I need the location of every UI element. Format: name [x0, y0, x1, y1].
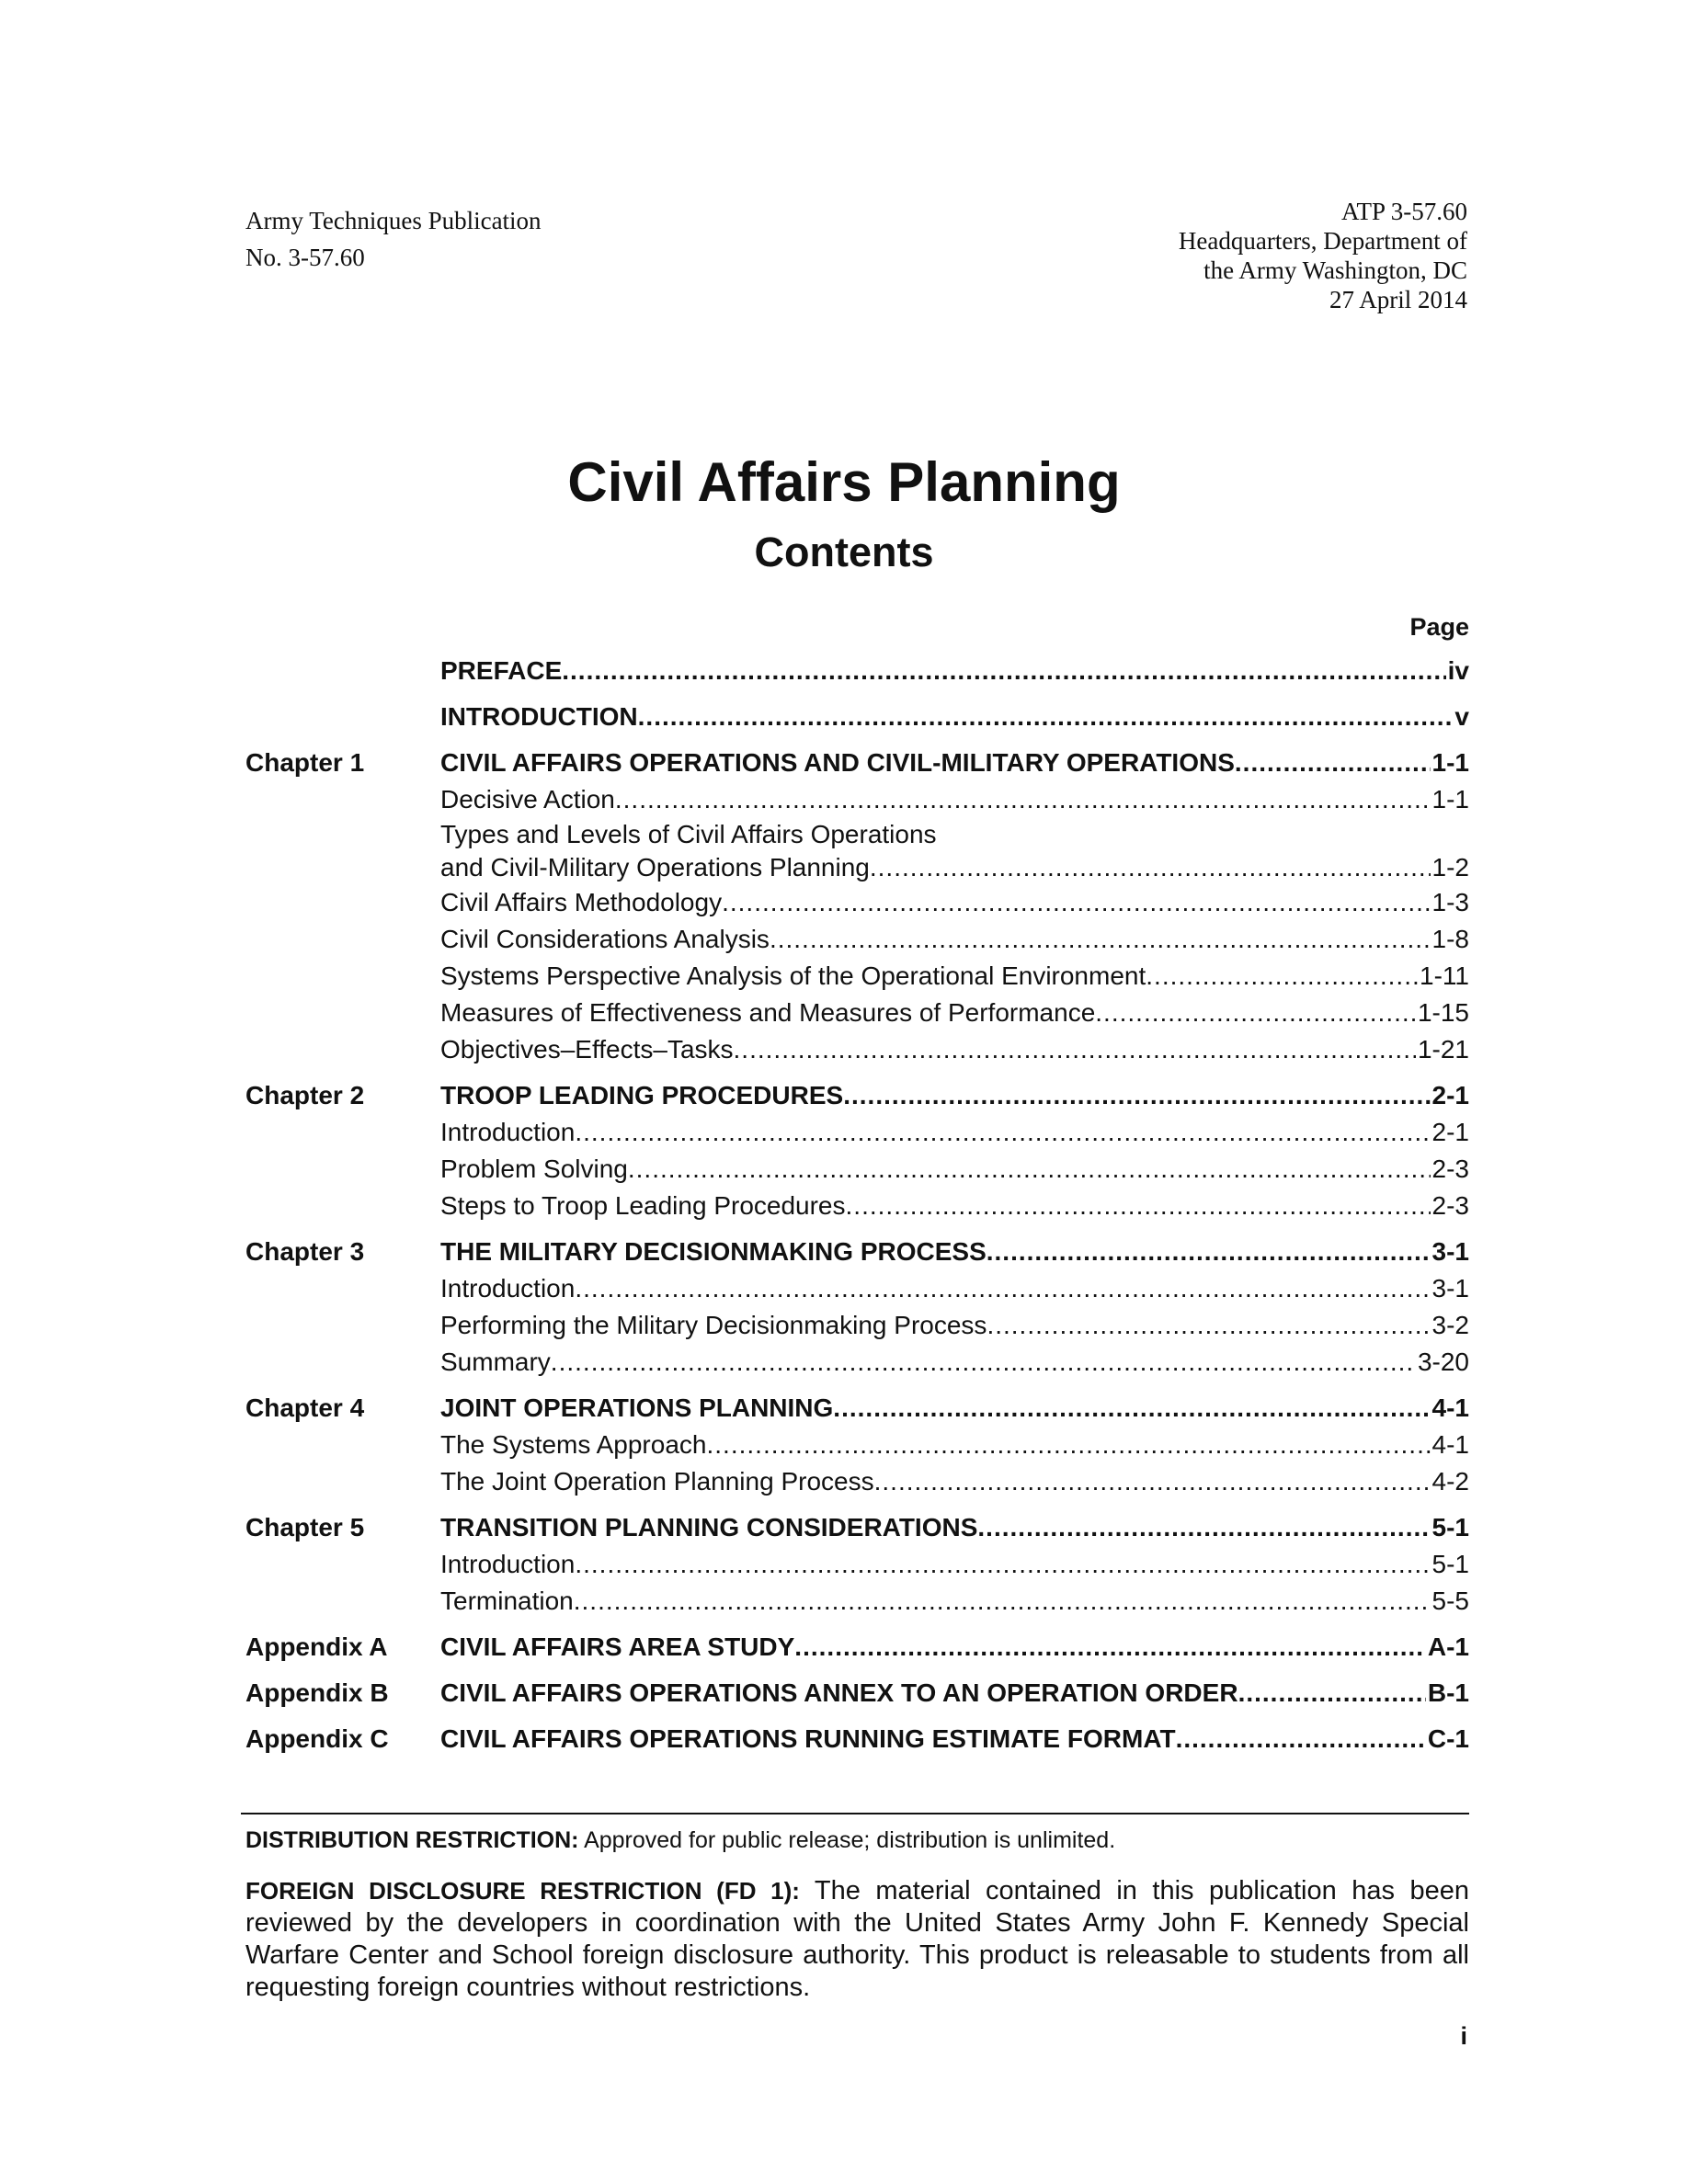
toc-entry-title: Performing the Military Decisionmaking Process — [440, 1311, 987, 1339]
toc-entry-page: 1-21 — [1417, 1035, 1469, 1064]
toc-entry[interactable] — [245, 1188, 1469, 1224]
toc-preface — [245, 653, 1469, 689]
document-title: Civil Affairs Planning — [567, 451, 1121, 513]
toc-entry-title: Objectives–Effects–Tasks — [440, 1035, 734, 1064]
toc-entry-title: Steps to Troop Leading Procedures — [440, 1191, 846, 1220]
toc-entry[interactable] — [245, 699, 1469, 735]
toc-entry-title: Introduction — [440, 1274, 576, 1302]
series-name: Army Techniques Publication — [245, 207, 542, 234]
toc-entry-title: Systems Perspective Analysis of the Operational Environment — [440, 961, 1146, 990]
toc-chapter-2 — [245, 1077, 1469, 1224]
toc-entry-page: 3-1 — [1431, 1237, 1469, 1266]
foreign-disclosure-text: The material contained in this publication has been reviewed by the developers in coordination with the United States Army John F. Kennedy Special Warfare Center and School foreign disclosure authority. This product is releasable to students from all requesting foreign countries without restrictions. — [245, 1876, 1469, 2002]
toc-entry[interactable] — [245, 1307, 1469, 1344]
toc-entry-title: CIVIL AFFAIRS OPERATIONS ANNEX TO AN OPERATION ORDER — [440, 1678, 1238, 1707]
page-column-label: Page — [1409, 613, 1469, 641]
toc-appendix-c — [245, 1721, 1469, 1757]
toc-entry-title: Introduction — [440, 1550, 576, 1578]
toc-entry-title: Termination — [440, 1587, 574, 1615]
toc-entry-title: CIVIL AFFAIRS OPERATIONS AND CIVIL-MILITARY OPERATIONS — [440, 748, 1235, 777]
toc-entry-page: C-1 — [1427, 1724, 1469, 1753]
toc-entry-title: The Systems Approach — [440, 1430, 707, 1459]
toc-entry[interactable] — [245, 958, 1469, 995]
toc-entry[interactable] — [245, 1344, 1469, 1381]
toc-entry-title: THE MILITARY DECISIONMAKING PROCESS — [440, 1237, 987, 1266]
page-number: i — [1460, 2022, 1467, 2050]
appendix-label: Appendix C — [245, 1724, 389, 1753]
toc-entry-title: The Joint Operation Planning Process — [440, 1467, 874, 1496]
toc-chapter-heading[interactable] — [245, 1234, 1469, 1270]
toc-entry-page: 1-3 — [1431, 888, 1469, 916]
series-number: No. 3-57.60 — [245, 244, 365, 271]
toc-entry-page: 1-1 — [1431, 748, 1469, 777]
toc-entry[interactable] — [245, 884, 1469, 921]
toc-entry[interactable] — [245, 1270, 1469, 1307]
toc-entry-page: A-1 — [1427, 1632, 1469, 1661]
toc-entry-title: Measures of Effectiveness and Measures of Performance — [440, 998, 1096, 1027]
toc-chapter-1 — [245, 745, 1469, 1068]
toc-entry[interactable] — [245, 921, 1469, 958]
atp-number: ATP 3-57.60 — [1340, 198, 1467, 225]
toc-chapter-4 — [245, 1390, 1469, 1500]
toc-entry-page: 5-1 — [1431, 1550, 1469, 1578]
toc-entry-page: 2-3 — [1431, 1155, 1469, 1183]
toc-entry-page: 2-1 — [1431, 1118, 1469, 1146]
toc-entry-title: Introduction — [440, 1118, 576, 1146]
toc-entry-page: iv — [1447, 656, 1469, 685]
chapter-label: Chapter 1 — [245, 748, 365, 777]
toc-entry-title: CIVIL AFFAIRS OPERATIONS RUNNING ESTIMATE FORMAT — [440, 1724, 1176, 1753]
toc-entry-page: 1-1 — [1431, 785, 1469, 813]
toc-entry-title: Decisive Action — [440, 785, 615, 813]
chapter-label: Chapter 2 — [245, 1081, 365, 1109]
publication-info — [1179, 197, 1467, 314]
toc-entry-title: PREFACE — [440, 656, 563, 685]
toc-entry-multiline[interactable] — [245, 818, 1469, 884]
toc-entry-title: INTRODUCTION — [440, 702, 638, 731]
toc-entry-page: 1-2 — [1431, 853, 1469, 882]
toc-appendix-a — [245, 1629, 1469, 1666]
toc-chapter-heading[interactable] — [245, 1390, 1469, 1427]
toc-entry-page: 4-1 — [1431, 1393, 1469, 1422]
toc-entry-title: Civil Considerations Analysis — [440, 925, 770, 953]
toc-chapter-3 — [245, 1234, 1469, 1381]
toc-chapter-heading[interactable] — [245, 1509, 1469, 1546]
toc-entry-page: 4-2 — [1431, 1467, 1469, 1496]
foreign-disclosure-restriction — [245, 1875, 1469, 2004]
toc-chapter-heading[interactable] — [245, 1077, 1469, 1114]
table-of-contents — [245, 653, 1469, 1767]
toc-entry-title: Summary — [440, 1348, 551, 1376]
toc-entry-page: 2-3 — [1431, 1191, 1469, 1220]
toc-entry-page: 3-2 — [1431, 1311, 1469, 1339]
publication-date: 27 April 2014 — [1329, 286, 1467, 313]
toc-entry-title: Civil Affairs Methodology — [440, 888, 723, 916]
toc-appendix-heading[interactable] — [245, 1721, 1469, 1757]
chapter-label: Chapter 4 — [245, 1393, 365, 1422]
chapter-label: Chapter 5 — [245, 1513, 365, 1541]
toc-entry-title: CIVIL AFFAIRS AREA STUDY — [440, 1632, 795, 1661]
chapter-label: Chapter 3 — [245, 1237, 365, 1266]
toc-entry-page: v — [1454, 702, 1469, 731]
toc-entry-title: JOINT OPERATIONS PLANNING — [440, 1393, 834, 1422]
toc-entry-title: Problem Solving — [440, 1155, 628, 1183]
toc-entry[interactable] — [245, 1463, 1469, 1500]
toc-entry[interactable] — [245, 653, 1469, 689]
toc-appendix-heading[interactable] — [245, 1675, 1469, 1712]
headquarters-line: Headquarters, Department of — [1178, 227, 1467, 255]
toc-entry-page: 1-11 — [1420, 961, 1469, 990]
toc-entry[interactable] — [245, 1114, 1469, 1151]
appendix-label: Appendix B — [245, 1678, 389, 1707]
toc-entry[interactable] — [245, 1151, 1469, 1188]
location-line: the Army Washington, DC — [1203, 256, 1467, 284]
toc-appendix-heading[interactable] — [245, 1629, 1469, 1666]
toc-entry-page: 4-1 — [1431, 1430, 1469, 1459]
toc-entry-title: TRANSITION PLANNING CONSIDERATIONS — [440, 1513, 978, 1541]
toc-entry[interactable] — [245, 1427, 1469, 1463]
distribution-restriction — [245, 1825, 1469, 1856]
distribution-label: DISTRIBUTION RESTRICTION: — [245, 1827, 579, 1853]
toc-entry[interactable] — [245, 1031, 1469, 1068]
toc-entry-title-line1: Types and Levels of Civil Affairs Operations — [440, 820, 937, 848]
toc-entry-page: 1-8 — [1431, 925, 1469, 953]
publication-series — [245, 202, 542, 276]
toc-appendix-b — [245, 1675, 1469, 1712]
toc-entry-page: 1-15 — [1417, 998, 1469, 1027]
contents-heading: Contents — [754, 529, 934, 575]
toc-entry-page: 3-1 — [1431, 1274, 1469, 1302]
toc-entry-page: 3-20 — [1417, 1348, 1469, 1376]
toc-entry-page: 5-1 — [1431, 1513, 1469, 1541]
toc-entry-page: 2-1 — [1431, 1081, 1469, 1109]
toc-chapter-heading[interactable] — [245, 745, 1469, 781]
toc-entry-page: B-1 — [1427, 1678, 1469, 1707]
toc-entry[interactable] — [245, 1546, 1469, 1583]
toc-entry[interactable] — [245, 781, 1469, 818]
toc-introduction — [245, 699, 1469, 735]
toc-entry-page: 5-5 — [1431, 1587, 1469, 1615]
distribution-text: Approved for public release; distribution is unlimited. — [578, 1827, 1116, 1853]
appendix-label: Appendix A — [245, 1632, 388, 1661]
foreign-disclosure-label: FOREIGN DISCLOSURE RESTRICTION (FD 1): — [245, 1877, 800, 1905]
toc-entry-title: TROOP LEADING PROCEDURES — [440, 1081, 844, 1109]
toc-entry[interactable] — [245, 995, 1469, 1031]
divider-rule — [241, 1813, 1469, 1814]
toc-chapter-5 — [245, 1509, 1469, 1620]
toc-entry-title: and Civil-Military Operations Planning — [440, 853, 870, 882]
toc-entry[interactable] — [245, 1583, 1469, 1620]
